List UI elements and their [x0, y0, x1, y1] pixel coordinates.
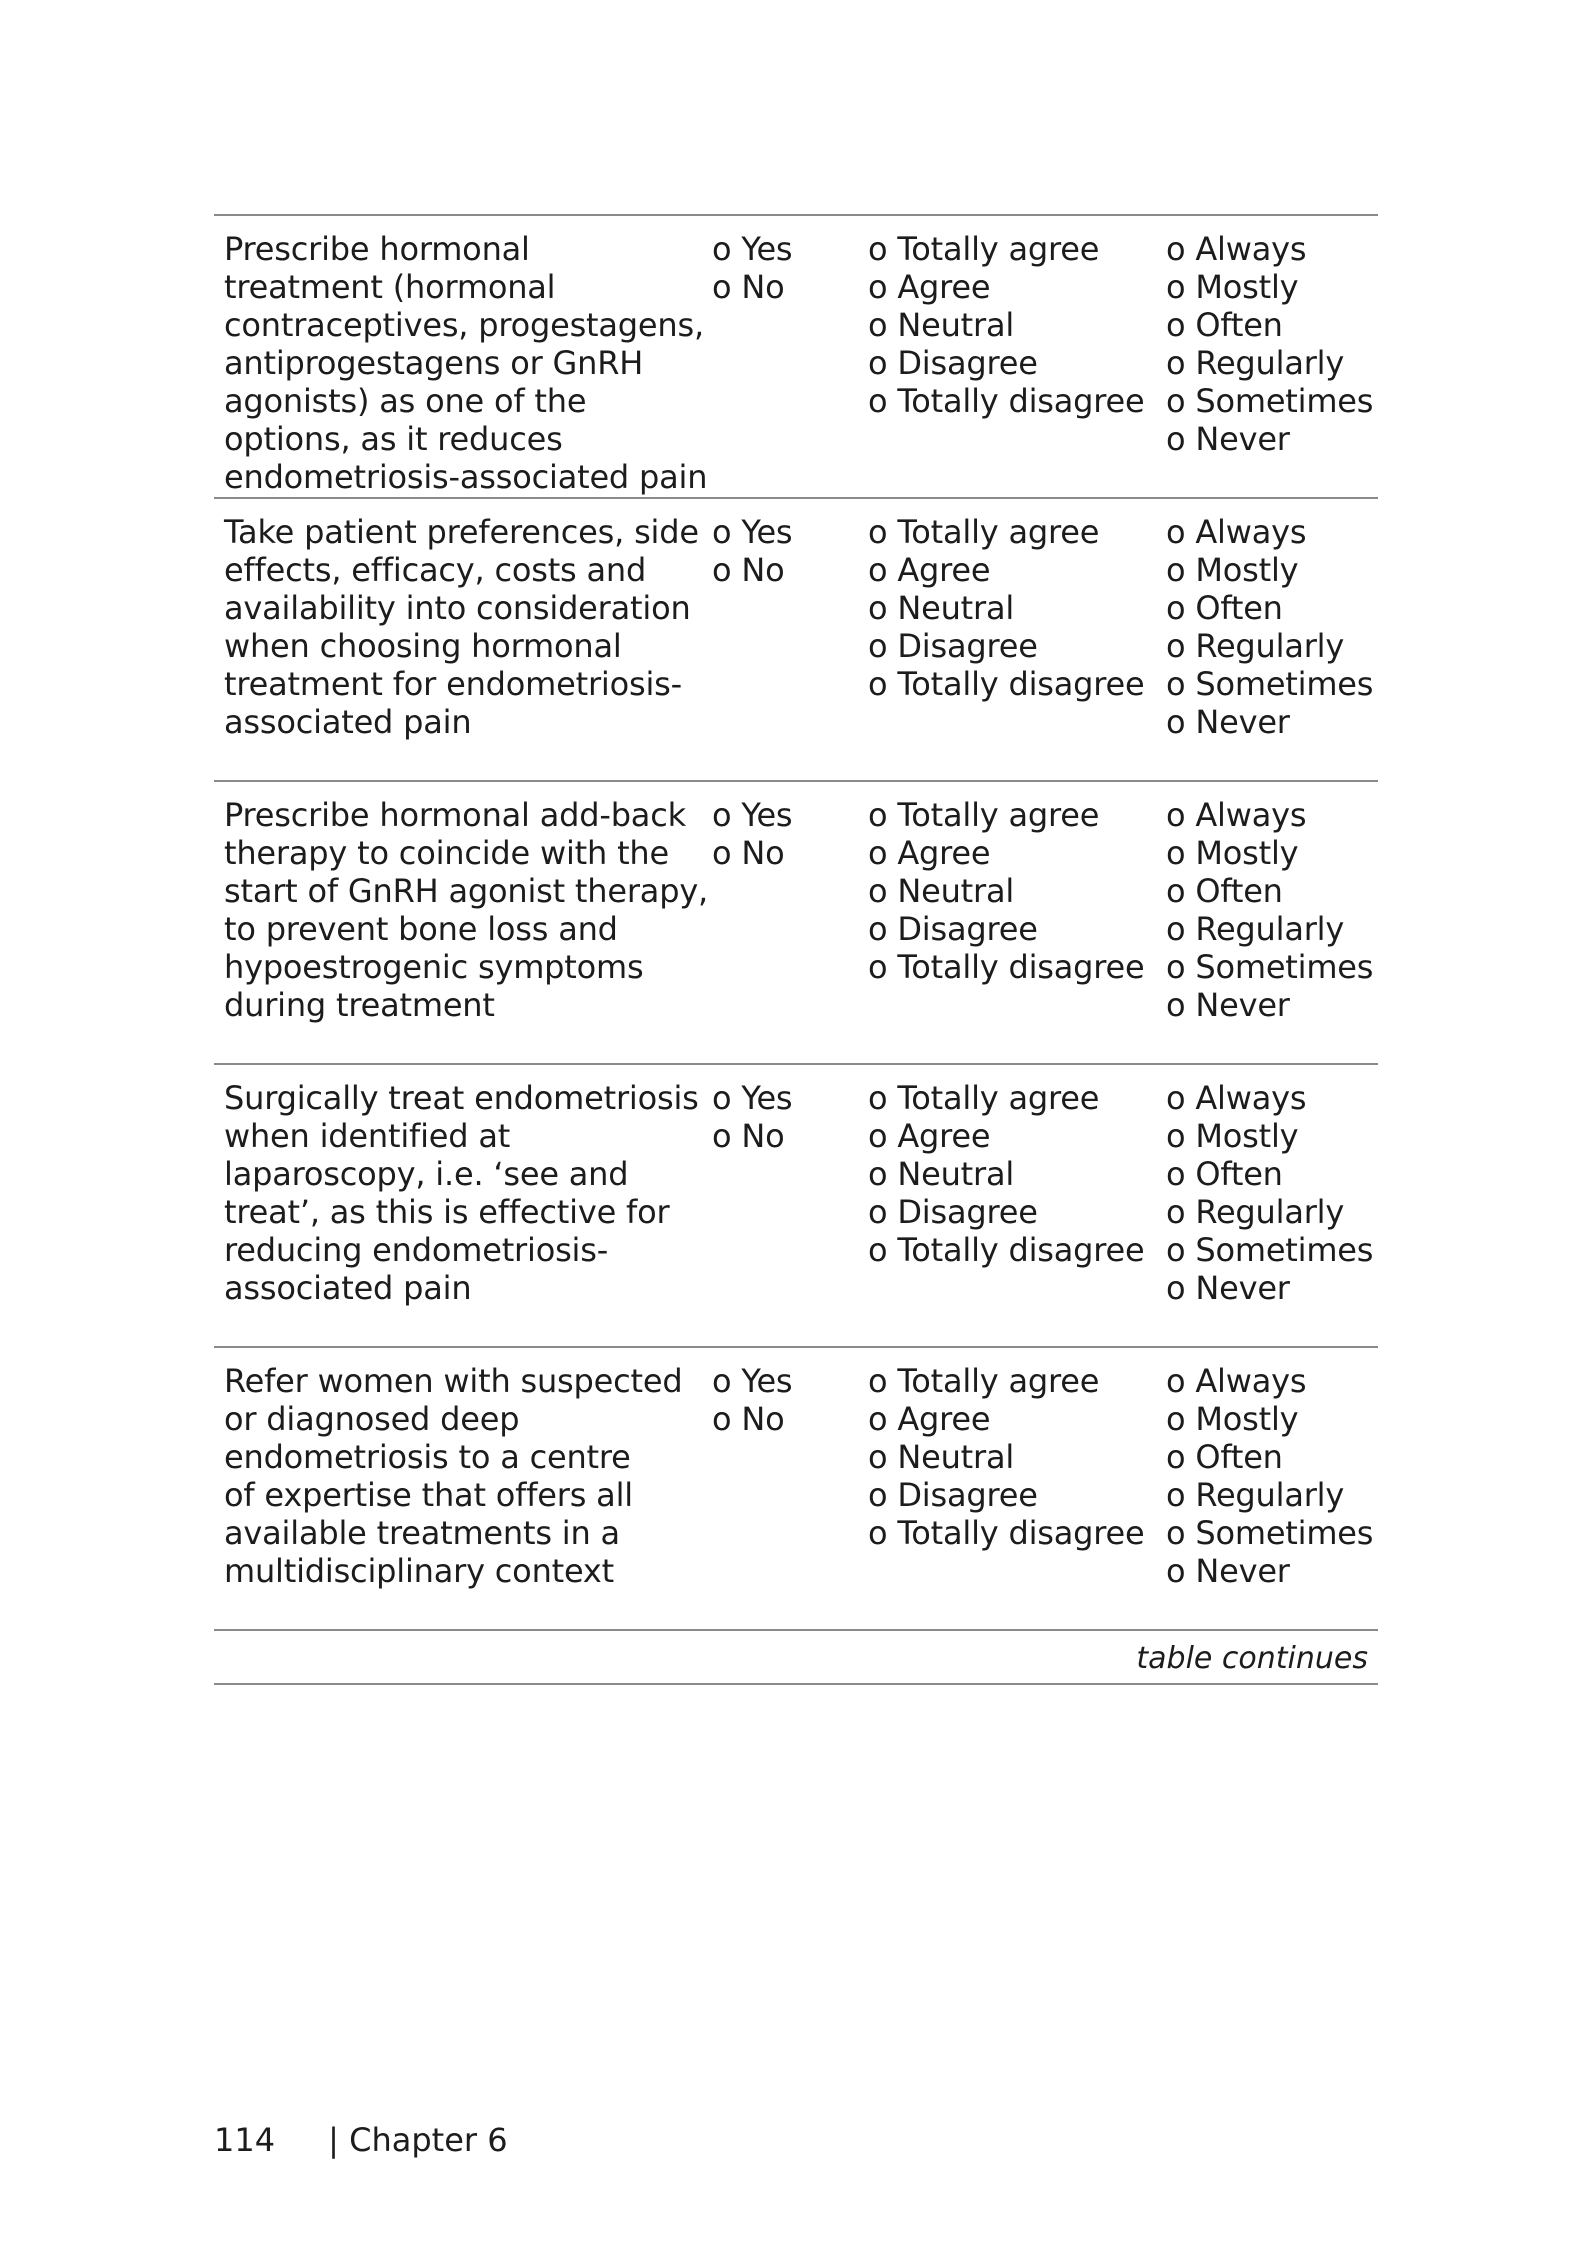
- statement-line: available treatments in a: [224, 1514, 620, 1552]
- option-always[interactable]: o Always: [1166, 1362, 1307, 1400]
- option-often[interactable]: o Often: [1166, 306, 1283, 344]
- option-disagree[interactable]: o Disagree: [868, 910, 1038, 948]
- option-totally-disagree[interactable]: o Totally disagree: [868, 1514, 1145, 1552]
- option-yes[interactable]: o Yes: [712, 1362, 793, 1400]
- statement-line: therapy to coincide with the: [224, 834, 669, 872]
- page-number: 114: [214, 2121, 276, 2159]
- option-neutral[interactable]: o Neutral: [868, 306, 1015, 344]
- option-always[interactable]: o Always: [1166, 1079, 1307, 1117]
- option-never[interactable]: o Never: [1166, 703, 1290, 741]
- option-yes[interactable]: o Yes: [712, 1079, 793, 1117]
- statement-line: agonists) as one of the: [224, 382, 587, 420]
- option-never[interactable]: o Never: [1166, 1552, 1290, 1590]
- agreement-options: [868, 796, 1158, 986]
- statement-line: endometriosis to a centre: [224, 1438, 631, 1476]
- option-no[interactable]: o No: [712, 1117, 785, 1155]
- frequency-options: [1166, 1362, 1376, 1590]
- option-mostly[interactable]: o Mostly: [1166, 834, 1299, 872]
- page-footer: [214, 2120, 508, 2160]
- option-mostly[interactable]: o Mostly: [1166, 551, 1299, 589]
- option-regularly[interactable]: o Regularly: [1166, 1193, 1345, 1231]
- option-mostly[interactable]: o Mostly: [1166, 268, 1299, 306]
- option-totally-agree[interactable]: o Totally agree: [868, 1079, 1100, 1117]
- option-totally-agree[interactable]: o Totally agree: [868, 230, 1100, 268]
- statement-line: Refer women with suspected: [224, 1362, 683, 1400]
- option-regularly[interactable]: o Regularly: [1166, 627, 1345, 665]
- option-sometimes[interactable]: o Sometimes: [1166, 948, 1374, 986]
- option-no[interactable]: o No: [712, 834, 785, 872]
- statement-cell: [224, 1079, 704, 1307]
- statement-line: Surgically treat endometriosis: [224, 1079, 699, 1117]
- option-always[interactable]: o Always: [1166, 513, 1307, 551]
- statement-line: treatment (hormonal: [224, 268, 556, 306]
- agreement-options: [868, 1362, 1158, 1552]
- yes-no-options: [712, 513, 862, 589]
- statement-line: endometriosis-associated pain: [224, 458, 708, 496]
- agreement-options: [868, 230, 1158, 420]
- option-disagree[interactable]: o Disagree: [868, 627, 1038, 665]
- statement-line: of expertise that offers all: [224, 1476, 633, 1514]
- option-mostly[interactable]: o Mostly: [1166, 1117, 1299, 1155]
- yes-no-options: [712, 1362, 862, 1438]
- table-row: [214, 1348, 1378, 1631]
- statement-line: when identified at: [224, 1117, 511, 1155]
- option-regularly[interactable]: o Regularly: [1166, 1476, 1345, 1514]
- frequency-options: [1166, 230, 1376, 458]
- statement-line: Prescribe hormonal: [224, 230, 530, 268]
- option-disagree[interactable]: o Disagree: [868, 1476, 1038, 1514]
- option-never[interactable]: o Never: [1166, 986, 1290, 1024]
- option-totally-disagree[interactable]: o Totally disagree: [868, 665, 1145, 703]
- questionnaire-table: [214, 214, 1378, 1685]
- agreement-options: [868, 513, 1158, 703]
- statement-line: to prevent bone loss and: [224, 910, 618, 948]
- statement-line: associated pain: [224, 703, 472, 741]
- statement-line: associated pain: [224, 1269, 472, 1307]
- statement-line: treatment for endometriosis-: [224, 665, 682, 703]
- option-often[interactable]: o Often: [1166, 1438, 1283, 1476]
- frequency-options: [1166, 1079, 1376, 1307]
- yes-no-options: [712, 230, 862, 306]
- option-agree[interactable]: o Agree: [868, 1117, 991, 1155]
- chapter-label: | Chapter 6: [328, 2121, 508, 2159]
- option-totally-disagree[interactable]: o Totally disagree: [868, 382, 1145, 420]
- yes-no-options: [712, 796, 862, 872]
- option-neutral[interactable]: o Neutral: [868, 1438, 1015, 1476]
- table-row: [214, 782, 1378, 1065]
- frequency-options: [1166, 513, 1376, 741]
- statement-line: multidisciplinary context: [224, 1552, 615, 1590]
- option-sometimes[interactable]: o Sometimes: [1166, 1231, 1374, 1269]
- option-yes[interactable]: o Yes: [712, 796, 793, 834]
- option-always[interactable]: o Always: [1166, 796, 1307, 834]
- yes-no-options: [712, 1079, 862, 1155]
- statement-cell: [224, 796, 709, 1024]
- frequency-options: [1166, 796, 1376, 1024]
- table-continues-note: table continues: [1136, 1641, 1368, 1676]
- option-never[interactable]: o Never: [1166, 420, 1290, 458]
- option-no[interactable]: o No: [712, 268, 785, 306]
- statement-line: antiprogestagens or GnRH: [224, 344, 644, 382]
- statement-line: treat’, as this is effective for: [224, 1193, 670, 1231]
- option-agree[interactable]: o Agree: [868, 551, 991, 589]
- statement-line: options, as it reduces: [224, 420, 563, 458]
- agreement-options: [868, 1079, 1158, 1269]
- option-yes[interactable]: o Yes: [712, 513, 793, 551]
- option-always[interactable]: o Always: [1166, 230, 1307, 268]
- option-neutral[interactable]: o Neutral: [868, 1155, 1015, 1193]
- statement-line: start of GnRH agonist therapy,: [224, 872, 709, 910]
- option-agree[interactable]: o Agree: [868, 1400, 991, 1438]
- statement-line: Take patient preferences, side: [224, 513, 699, 551]
- statement-line: when choosing hormonal: [224, 627, 622, 665]
- statement-line: reducing endometriosis-: [224, 1231, 609, 1269]
- statement-line: contraceptives, progestagens,: [224, 306, 704, 344]
- option-agree[interactable]: o Agree: [868, 834, 991, 872]
- option-often[interactable]: o Often: [1166, 872, 1283, 910]
- option-disagree[interactable]: o Disagree: [868, 1193, 1038, 1231]
- option-totally-agree[interactable]: o Totally agree: [868, 513, 1100, 551]
- option-totally-agree[interactable]: o Totally agree: [868, 1362, 1100, 1400]
- option-neutral[interactable]: o Neutral: [868, 872, 1015, 910]
- statement-cell: [224, 1362, 704, 1590]
- table-row: [214, 216, 1378, 499]
- statement-cell: [224, 513, 704, 741]
- option-totally-agree[interactable]: o Totally agree: [868, 796, 1100, 834]
- statement-line: laparoscopy, i.e. ‘see and: [224, 1155, 629, 1193]
- table-row: [214, 499, 1378, 782]
- option-sometimes[interactable]: o Sometimes: [1166, 1514, 1374, 1552]
- option-totally-disagree[interactable]: o Totally disagree: [868, 948, 1145, 986]
- option-no[interactable]: o No: [712, 551, 785, 589]
- table-continues-row: [214, 1631, 1378, 1685]
- option-often[interactable]: o Often: [1166, 589, 1283, 627]
- statement-line: Prescribe hormonal add-back: [224, 796, 686, 834]
- table-row: [214, 1065, 1378, 1348]
- option-yes[interactable]: o Yes: [712, 230, 793, 268]
- option-never[interactable]: o Never: [1166, 1269, 1290, 1307]
- option-regularly[interactable]: o Regularly: [1166, 344, 1345, 382]
- option-disagree[interactable]: o Disagree: [868, 344, 1038, 382]
- statement-line: during treatment: [224, 986, 495, 1024]
- statement-line: or diagnosed deep: [224, 1400, 520, 1438]
- option-agree[interactable]: o Agree: [868, 268, 991, 306]
- option-often[interactable]: o Often: [1166, 1155, 1283, 1193]
- statement-line: effects, efficacy, costs and: [224, 551, 647, 589]
- option-sometimes[interactable]: o Sometimes: [1166, 382, 1374, 420]
- option-totally-disagree[interactable]: o Totally disagree: [868, 1231, 1145, 1269]
- option-sometimes[interactable]: o Sometimes: [1166, 665, 1374, 703]
- statement-line: availability into consideration: [224, 589, 691, 627]
- option-neutral[interactable]: o Neutral: [868, 589, 1015, 627]
- option-regularly[interactable]: o Regularly: [1166, 910, 1345, 948]
- option-no[interactable]: o No: [712, 1400, 785, 1438]
- statement-line: hypoestrogenic symptoms: [224, 948, 644, 986]
- statement-cell: [224, 230, 708, 496]
- option-mostly[interactable]: o Mostly: [1166, 1400, 1299, 1438]
